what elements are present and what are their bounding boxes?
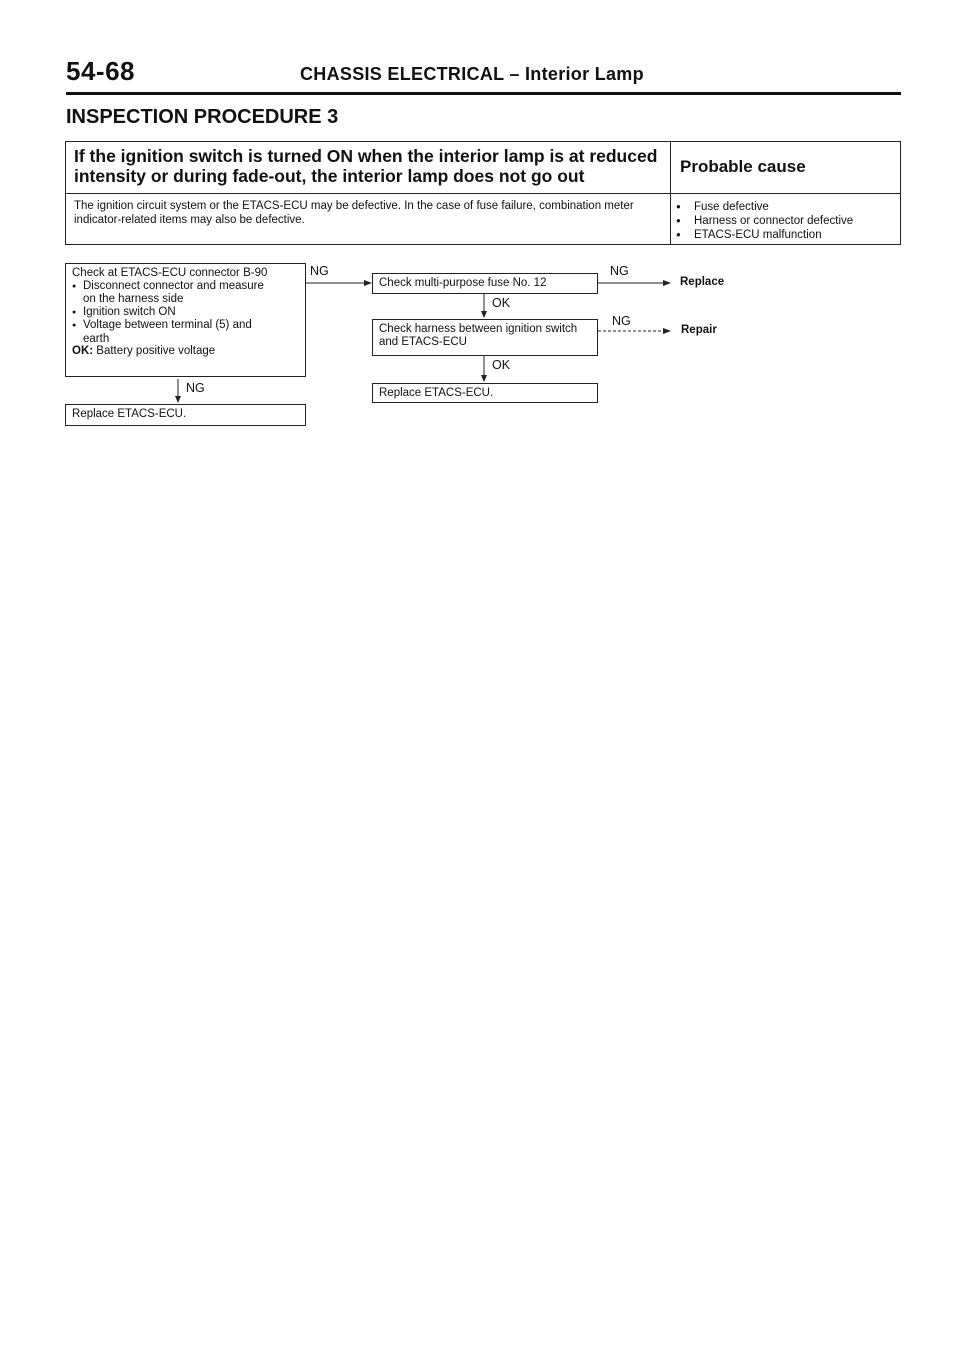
step-replace-ecu-final-box: Replace ETACS-ECU.	[372, 383, 598, 403]
ng-label: NG	[612, 314, 631, 328]
probable-cause-header: Probable cause	[680, 157, 806, 176]
symptom-note: The ignition circuit system or the ETACS-ECU may be defective. In the case of fuse failure, combination meter indicator-related items may also be defective.	[74, 200, 634, 226]
step-item: on the harness side	[83, 293, 184, 305]
arrow-head	[663, 328, 671, 334]
ok-text: Battery positive voltage	[96, 345, 216, 357]
ng-label: NG	[310, 264, 329, 278]
step-check-fuse-box: Check multi-purpose fuse No. 12	[372, 273, 598, 294]
procedure-title: INSPECTION PROCEDURE 3	[66, 106, 339, 128]
step-title: Check at ETACS-ECU connector B-90	[72, 267, 268, 279]
arrow-head	[364, 280, 372, 286]
ng-label: NG	[186, 381, 205, 395]
ok-label: OK	[492, 358, 511, 372]
ok-prefix: OK:	[72, 345, 94, 357]
step-text-line: Check harness between ignition switch	[379, 323, 578, 335]
ok-label: OK	[492, 296, 511, 310]
step-replace-ecu-box: Replace ETACS-ECU.	[65, 404, 306, 426]
ng-label: NG	[610, 264, 629, 278]
cause-item: ● Harness or connector defective	[676, 214, 900, 228]
symptom-text: If the ignition switch is turned ON when the interior lamp is at reduced intensity or during fade-out, the interior lamp does not go out	[74, 146, 658, 186]
step-check-connector-box	[65, 263, 306, 377]
cause-item: ● ETACS-ECU malfunction	[676, 228, 900, 242]
cause-item: ● Fuse defective	[676, 200, 900, 214]
step-item: ● Ignition switch ON	[72, 306, 299, 320]
step-check-harness-box	[372, 319, 598, 356]
page-number: 54-68	[66, 56, 135, 86]
step-item: earth	[83, 332, 110, 345]
arrow-head	[481, 375, 487, 382]
section-title: CHASSIS ELECTRICAL – Interior Lamp	[300, 64, 644, 84]
arrow-head	[663, 280, 671, 286]
result-replace: Replace	[680, 276, 725, 288]
ok-criteria	[72, 345, 299, 358]
result-repair: Repair	[681, 324, 717, 336]
arrow-head	[481, 311, 487, 318]
step-item: ● Disconnect connector and measure	[72, 280, 299, 294]
step-item: ● Voltage between terminal (5) and	[72, 319, 299, 333]
step-text-line: and ETACS-ECU	[379, 335, 467, 348]
arrow-head	[175, 396, 181, 403]
